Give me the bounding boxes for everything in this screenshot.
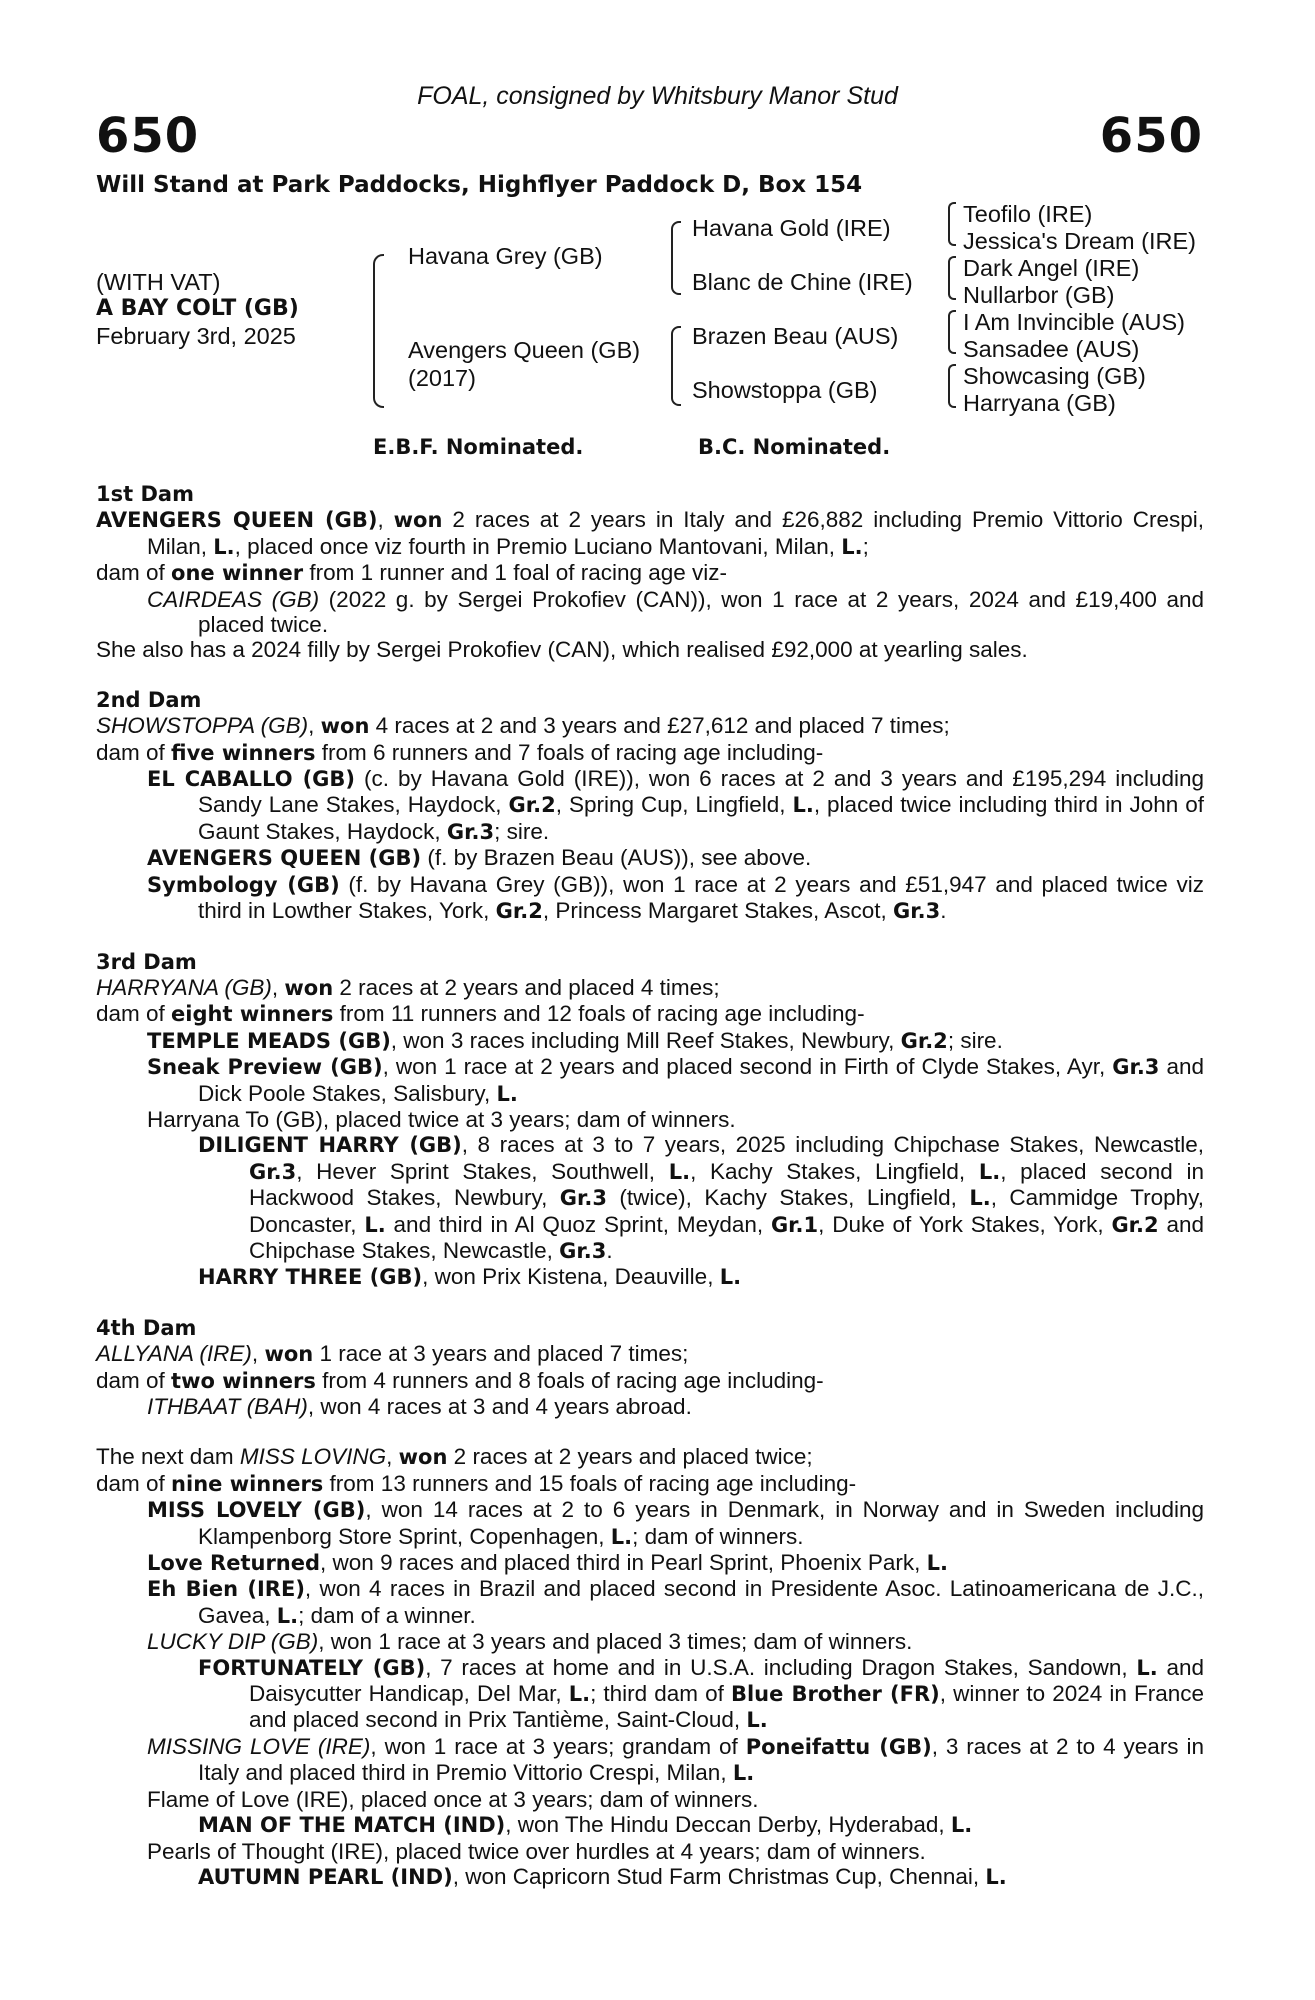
pedigree-dam-year: (2017) [408, 365, 476, 391]
pedigree-brace-ss [948, 202, 956, 246]
dam4-record: ALLYANA (IRE), won 1 race at 3 years and placed 7 times; [96, 1341, 689, 1367]
nextdam-entry-miss-lovely: MISS LOVELY (GB), won 14 races at 2 to 6 years in Denmark, in Norway and in Sweden including Klampenborg Store Sprint, Copenhagen, L.; dam of winners. [147, 1497, 1204, 1549]
catalogue-body [96, 482, 1204, 1890]
pedigree-dam: Avengers Queen (GB) [408, 337, 641, 363]
dam3-produce: dam of eight winners from 11 runners and 12 foals of racing age including- [96, 1001, 865, 1027]
nextdam-entry-pearls-of-thought: Pearls of Thought (IRE), placed twice over hurdles at 4 years; dam of winners. [147, 1838, 926, 1864]
nextdam-entry-man-of-the-match: MAN OF THE MATCH (IND), won The Hindu Deccan Derby, Hyderabad, L. [198, 1812, 973, 1838]
dam3-entry-diligent-harry: DILIGENT HARRY (GB), 8 races at 3 to 7 years, 2025 including Chipchase Stakes, Newcastle, Gr.3, Hever Sprint Stakes, Southwell, L., Kachy Stakes, Lingfield, L., placed second in Hackwood Stakes, Newbury, Gr.3 (twice), Kachy Stakes, Lingfield, L., Cammidge Trophy, Doncaster, L. and third in Al Quoz Sprint, Meydan, Gr.1, Duke of York Stakes, York, Gr.2 and Chipchase Stakes, Newcastle, Gr.3. [198, 1132, 1204, 1263]
pedigree-dds: Showcasing (GB) [963, 363, 1146, 389]
dam2-entry-avengers-queen: AVENGERS QUEEN (GB) (f. by Brazen Beau (AUS)), see above. [147, 845, 812, 871]
dam2-entry-symbology: Symbology (GB) (f. by Havana Grey (GB)), won 1 race at 2 years and £51,947 and placed twice viz third in Lowther Stakes, York, Gr.2, Princess Margaret Stakes, Ascot, Gr.3. [147, 871, 1204, 924]
dam3-entry-temple-meads: TEMPLE MEADS (GB), won 3 races including Mill Reef Stakes, Newbury, Gr.2; sire. [147, 1027, 1003, 1053]
nextdam-entry-autumn-pearl: AUTUMN PEARL (IND), won Capricorn Stud Farm Christmas Cup, Chennai, L. [198, 1863, 1007, 1889]
dam4-entry-ithbaat: ITHBAAT (BAH), won 4 races at 3 and 4 years abroad. [147, 1394, 692, 1419]
horse-name: A BAY COLT (GB) [96, 296, 299, 321]
dam3-entry-harryana-to: Harryana To (GB), placed twice at 3 years; dam of winners. [147, 1106, 736, 1132]
dam1-record: AVENGERS QUEEN (GB), won 2 races at 2 years in Italy and £26,882 including Premio Vittorio Crespi, Milan, L., placed once viz fourth in Premio Luciano Mantovani, Milan, L.; [96, 507, 1204, 559]
nextdam-entry-missing-love: MISSING LOVE (IRE), won 1 race at 3 years; grandam of Poneifattu (GB), 3 races at 2 to 4 years in Italy and placed third in Premio Vittorio Crespi, Milan, L. [147, 1733, 1205, 1786]
ebf-nomination: E.B.F. Nominated. [373, 435, 584, 459]
pedigree-sds: Dark Angel (IRE) [963, 255, 1140, 281]
pedigree-ssd: Jessica's Dream (IRE) [963, 228, 1196, 254]
nextdam-produce: dam of nine winners from 13 runners and 15 foals of racing age including- [96, 1470, 857, 1496]
consignor-line: FOAL, consigned by Whitsbury Manor Stud [417, 82, 898, 110]
pedigree-sire-dam: Blanc de Chine (IRE) [692, 269, 913, 295]
dam1-heading: 1st Dam [96, 482, 194, 506]
pedigree-brace-ds [948, 310, 956, 354]
pedigree-dam-dam: Showstoppa (GB) [692, 377, 878, 403]
nextdam-entry-fortunately: FORTUNATELY (GB), 7 races at home and in U.S.A. including Dragon Stakes, Sandown, L. and Daisycutter Handicap, Del Mar, L.; third dam of Blue Brother (FR), winner to 2024 in France and placed second in Prix Tantième, Saint-Cloud, L. [198, 1654, 1205, 1733]
lot-number-right: 650 [1099, 108, 1203, 164]
pedigree-sdd: Nullarbor (GB) [963, 282, 1115, 308]
dam2-heading: 2nd Dam [96, 687, 202, 712]
nextdam-entry-flame-of-love: Flame of Love (IRE), placed once at 3 years; dam of winners. [147, 1786, 759, 1812]
dam2-produce: dam of five winners from 6 runners and 7 foals of racing age including- [96, 739, 824, 765]
dam4-produce: dam of two winners from 4 runners and 8 foals of racing age including- [96, 1367, 824, 1393]
pedigree-ddd: Harryana (GB) [963, 390, 1116, 416]
nextdam-entry-love-returned: Love Returned, won 9 races and placed third in Pearl Sprint, Phoenix Park, L. [147, 1550, 948, 1576]
lot-number-left: 650 [96, 108, 200, 164]
nextdam-entry-lucky-dip: LUCKY DIP (GB), won 1 race at 3 years and placed 3 times; dam of winners. [147, 1629, 913, 1655]
nextdam-entry-eh-bien: Eh Bien (IRE), won 4 races in Brazil and placed second in Presidente Asoc. Latinoamericana de J.C., Gavea, L.; dam of a winner. [147, 1576, 1204, 1628]
dam3-entry-sneak-preview: Sneak Preview (GB), won 1 race at 2 years and placed second in Firth of Clyde Stakes, Ayr, Gr.3 and Dick Poole Stakes, Salisbury, L. [147, 1054, 1204, 1106]
horse-dob: February 3rd, 2025 [96, 323, 296, 349]
dam3-heading: 3rd Dam [96, 949, 197, 974]
dam2-record: SHOWSTOPPA (GB), won 4 races at 2 and 3 years and £27,612 and placed 7 times; [96, 713, 950, 739]
dam3-record: HARRYANA (GB), won 2 races at 2 years and placed 4 times; [96, 974, 720, 1000]
pedigree-brace-main [373, 254, 384, 408]
pedigree-brace-dd [948, 364, 956, 408]
pedigree-brace-dam [671, 326, 681, 406]
dam1-entry-cairdeas: CAIRDEAS (GB) (2022 g. by Sergei Prokofiev (CAN)), won 1 race at 2 years, 2024 and £19,400 and placed twice. [147, 586, 1205, 638]
pedigree-brace-sd [948, 256, 956, 300]
nextdam-record: The next dam MISS LOVING, won 2 races at 2 years and placed twice; [96, 1444, 813, 1470]
dam3-entry-harry-three: HARRY THREE (GB), won Prix Kistena, Deauville, L. [198, 1264, 742, 1290]
pedigree-dss: I Am Invincible (AUS) [963, 309, 1186, 335]
vat-note: (WITH VAT) [96, 269, 221, 295]
pedigree-dam-sire: Brazen Beau (AUS) [692, 323, 899, 349]
dam2-entry-el-caballo: EL CABALLO (GB) (c. by Havana Gold (IRE)), won 6 races at 2 and 3 years and £195,294 including Sandy Lane Stakes, Haydock, Gr.2, Spring Cup, Lingfield, L., placed twice including third in John of Gaunt Stakes, Haydock, Gr.3; sire. [147, 766, 1205, 844]
pedigree-sire-sire: Havana Gold (IRE) [692, 215, 891, 241]
dam4-heading: 4th Dam [96, 1315, 197, 1340]
bc-nomination: B.C. Nominated. [698, 435, 891, 459]
dam1-produce: dam of one winner from 1 runner and 1 foal of racing age viz- [96, 560, 728, 586]
dam1-note: She also has a 2024 filly by Sergei Prokofiev (CAN), which realised £92,000 at yearling sales. [96, 637, 1028, 663]
pedigree-sss: Teofilo (IRE) [963, 201, 1093, 227]
pedigree-dsd: Sansadee (AUS) [963, 336, 1140, 362]
pedigree-brace-sire [671, 221, 681, 295]
stand-location: Will Stand at Park Paddocks, Highflyer Paddock D, Box 154 [96, 172, 863, 198]
pedigree-sire: Havana Grey (GB) [408, 243, 603, 269]
